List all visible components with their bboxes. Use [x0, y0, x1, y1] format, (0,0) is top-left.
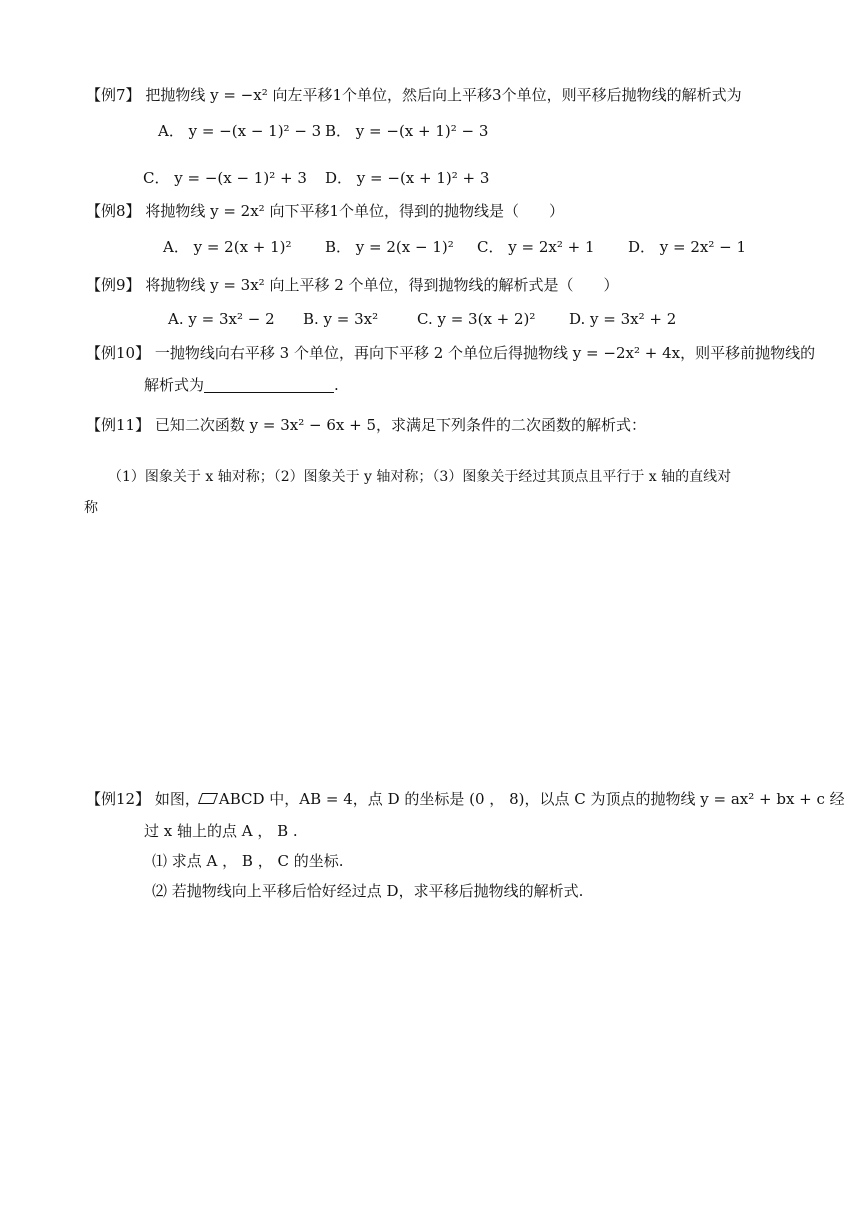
- example-10: [86, 342, 816, 364]
- option-c: C． y = −(x − 1)² + 3: [143, 169, 307, 187]
- question-text-cont: 解析式为: [144, 376, 205, 394]
- example-11: [86, 414, 800, 436]
- question-text: 一抛物线向右平移 3 个单位，再向下平移 2 个单位后得抛物线 y = −2x² + 4x，则平移前抛物线的: [154, 344, 816, 362]
- question-text: 已知二次函数 y = 3x² − 6x + 5，求满足下列条件的二次函数的解析式：: [154, 416, 646, 434]
- period: .: [334, 376, 339, 394]
- option-d: D． y = −(x + 1)² + 3: [325, 169, 490, 187]
- example-11-parts: （1）图象关于 x 轴对称；（2）图象关于 y 轴对称；（3）图象关于经过其顶点且平行于 x 轴的直线对: [108, 469, 732, 485]
- example-12-line2: 过 x 轴上的点 A ， B .: [144, 822, 298, 840]
- question-text-a: 如图，: [154, 790, 200, 808]
- parallelogram-icon: [198, 793, 218, 804]
- question-text-b: ABCD 中，AB = 4，点 D 的坐标是 (0 ， 8)，以点 C 为顶点的抛物线 y = ax² + bx + c 经: [218, 790, 845, 808]
- option-a: A． y = 2(x + 1)²: [163, 238, 292, 256]
- example-10-line2: [144, 374, 339, 396]
- option-b: B． y = 2(x − 1)²: [325, 238, 454, 256]
- example-tag: 【例9】: [86, 276, 141, 294]
- option-c: C. y = 3(x + 2)²: [417, 310, 536, 328]
- example-tag: 【例7】: [86, 86, 141, 104]
- option-b: B. y = 3x²: [303, 310, 379, 328]
- option-d: D. y = 3x² + 2: [569, 310, 677, 328]
- example-tag: 【例12】: [86, 790, 151, 808]
- option-c: C． y = 2x² + 1: [477, 238, 595, 256]
- question-text: 将抛物线 y = 3x² 向上平移 2 个单位，得到抛物线的解析式是（ ）: [145, 276, 619, 294]
- option-a: A. y = 3x² − 2: [168, 310, 275, 328]
- option-d: D． y = 2x² − 1: [628, 238, 747, 256]
- example-12: [86, 788, 845, 810]
- example-tag: 【例11】: [86, 416, 151, 434]
- example-tag: 【例8】: [86, 202, 141, 220]
- example-9: [86, 274, 800, 296]
- example-12-q1: ⑴ 求点 A ， B ， C 的坐标.: [152, 852, 344, 870]
- example-12-q2: ⑵ 若抛物线向上平移后恰好经过点 D，求平移后抛物线的解析式.: [152, 882, 584, 900]
- question-text: 将抛物线 y = 2x² 向下平移1个单位，得到的抛物线是（ ）: [145, 202, 565, 220]
- example-7: [86, 84, 800, 106]
- answer-blank: [204, 376, 334, 393]
- example-8: [86, 200, 800, 222]
- question-text: 把抛物线 y = −x² 向左平移1个单位，然后向上平移3个单位，则平移后抛物线的解析式为: [145, 86, 742, 104]
- option-b: B． y = −(x + 1)² − 3: [325, 122, 489, 140]
- example-11-parts-cont: 称: [84, 500, 98, 516]
- option-a: A． y = −(x − 1)² − 3: [158, 122, 322, 140]
- example-tag: 【例10】: [86, 344, 151, 362]
